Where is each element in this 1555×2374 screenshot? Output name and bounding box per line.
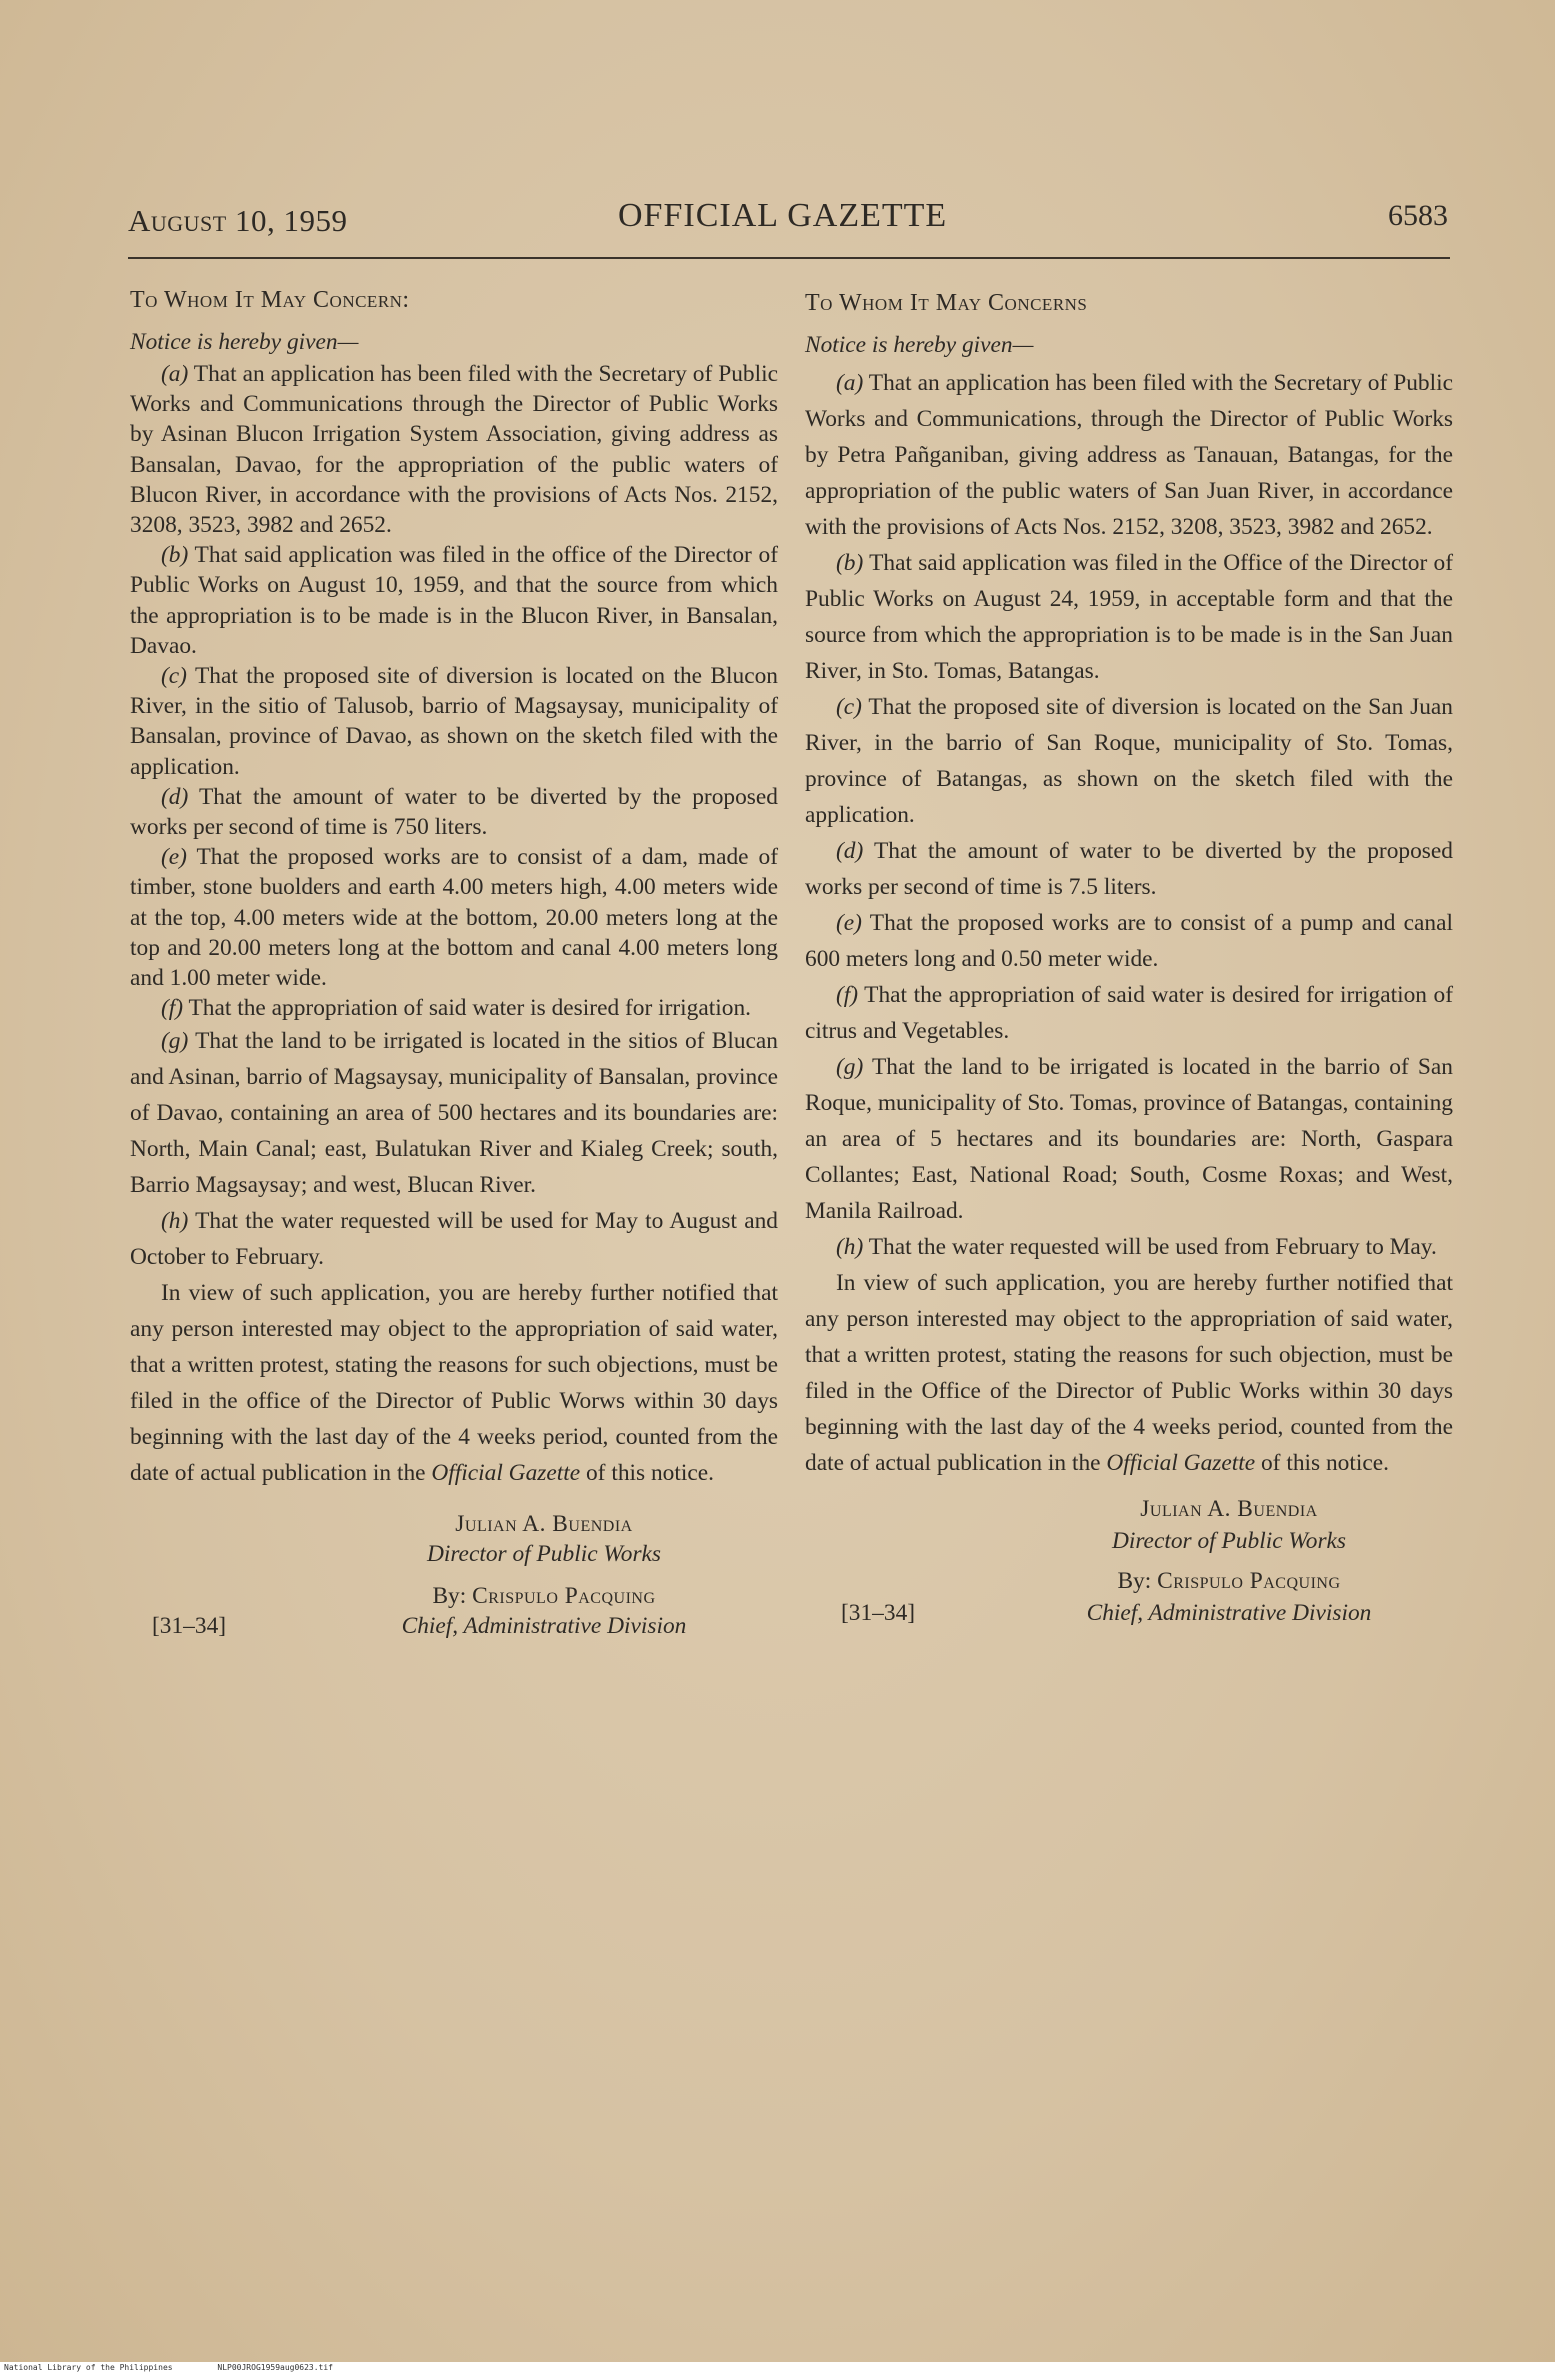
paragraph-text: That said application was filed in the office of the Director of Public Works on August 10, 1959, and that the source from which the appropriation is to be made is in the Blucon River, in Bansalan, Davao. bbox=[130, 542, 778, 659]
signatory-title: Director of Public Works bbox=[426, 1541, 662, 1568]
paragraph-d bbox=[130, 782, 778, 842]
paragraph-text: That the proposed works are to consist of a dam, made of timber, stone buolders and earth 4.00 meters high, 4.00 meters wide at the top, 4.00 meters wide at the bottom, 20.00 meters long at the top and 20.00 meters long at the bottom and canal 4.00 meters long and 1.00 meter wide. bbox=[130, 844, 778, 992]
closing-text-end: of this notice. bbox=[580, 1460, 714, 1487]
closing-paragraph bbox=[805, 1265, 1453, 1481]
reference-number: [31–34] bbox=[841, 1600, 916, 1626]
paragraph-f bbox=[130, 993, 778, 1023]
page-number: 6583 bbox=[1388, 199, 1448, 232]
paragraph-c bbox=[805, 689, 1453, 833]
publication-title: OFFICIAL GAZETTE bbox=[618, 197, 948, 234]
by-title: Chief, Administrative Division bbox=[1086, 1600, 1372, 1626]
signatory-title: Director of Public Works bbox=[1111, 1528, 1347, 1554]
paragraph-text: That the amount of water to be diverted by the proposed works per second of time is 7.5 liters. bbox=[805, 838, 1453, 900]
paragraph-text: That the water requested will be used from February to May. bbox=[863, 1234, 1437, 1260]
by-prefix: By: bbox=[432, 1583, 473, 1610]
paragraph-h bbox=[130, 1203, 778, 1275]
paragraph-b bbox=[130, 540, 778, 661]
paragraph-e bbox=[130, 842, 778, 993]
paragraph-letter: (b) bbox=[836, 550, 864, 576]
paragraph-letter: (f) bbox=[836, 982, 859, 1008]
paragraph-letter: (g) bbox=[836, 1054, 864, 1080]
paragraph-h bbox=[805, 1229, 1453, 1265]
paragraph-text: That the proposed site of diversion is located on the Blucon River, in the sitio of Talusob, barrio of Magsaysay, municipality of Bansalan, province of Davao, as shown on the sketch filed with the application. bbox=[130, 663, 778, 780]
paragraph-letter: (a) bbox=[161, 361, 189, 387]
salutation: To Whom It May Concern: bbox=[130, 287, 410, 313]
paragraph-text: That an application has been filed with the Secretary of Public Works and Communications, through the Director of Public Works by Petra Pañganiban, giving address as Tanauan, Batangas, for the appropriation of the public waters of San Juan River, in accordance with the provisions of Acts Nos. 2152, 3208, 3523, 3982 and 2652. bbox=[805, 370, 1453, 540]
paragraph-d bbox=[805, 833, 1453, 905]
signature-block bbox=[805, 1493, 1453, 1629]
paragraph-a bbox=[805, 365, 1453, 545]
scan-footer bbox=[0, 2362, 1555, 2374]
right-notice-column bbox=[805, 285, 1453, 1629]
by-title: Chief, Administrative Division bbox=[401, 1613, 687, 1640]
reference-number: [31–34] bbox=[152, 1613, 227, 1640]
paragraph-letter: (g) bbox=[161, 1028, 189, 1055]
closing-text-end: of this notice. bbox=[1255, 1450, 1389, 1476]
signatory-name: Julian A. Buendia bbox=[455, 1511, 633, 1538]
paragraph-c bbox=[130, 661, 778, 782]
paragraph-letter: (e) bbox=[836, 910, 862, 936]
closing-text: In view of such application, you are hereby further notified that any person interested may object to the appropriation of said water, that a written protest, stating the reasons for such objection, must be filed in the Office of the Director of Public Works within 30 days beginning with the last day of the 4 weeks period, counted from the date of actual publication in the bbox=[805, 1270, 1453, 1476]
gazette-name: Official Gazette bbox=[1106, 1450, 1256, 1476]
paragraph-letter: (d) bbox=[161, 783, 189, 810]
paragraph-letter: (h) bbox=[161, 1208, 189, 1235]
paragraph-text: That the proposed works are to consist of a pump and canal 600 meters long and 0.50 meter wide. bbox=[805, 910, 1453, 972]
paragraph-text: That the appropriation of said water is desired for irrigation of citrus and Vegetables. bbox=[805, 982, 1453, 1044]
paragraph-letter: (h) bbox=[836, 1234, 864, 1260]
paragraph-text: That said application was filed in the Office of the Director of Public Works on August 24, 1959, in acceptable form and that the source from which the appropriation is to be made is in the San Juan River, in Sto. Tomas, Batangas. bbox=[805, 550, 1453, 684]
paragraph-text: That the proposed site of diversion is located on the San Juan River, in the barrio of San Roque, municipality of Sto. Tomas, province of Batangas, as shown on the sketch filed with the application. bbox=[805, 694, 1453, 828]
by-prefix: By: bbox=[1117, 1568, 1158, 1594]
paragraph-text: That the water requested will be used for May to August and October to February. bbox=[130, 1208, 778, 1271]
paragraph-f bbox=[805, 977, 1453, 1049]
paragraph-g bbox=[130, 1023, 778, 1203]
gazette-name: Official Gazette bbox=[431, 1460, 581, 1487]
paragraph-text: That the appropriation of said water is desired for irrigation. bbox=[183, 995, 751, 1022]
paragraph-letter: (e) bbox=[161, 844, 187, 871]
library-credit: National Library of the Philippines bbox=[4, 2363, 173, 2372]
by-name: Crispulo Pacquing bbox=[472, 1583, 656, 1610]
paragraph-b bbox=[805, 545, 1453, 689]
paragraph-letter: (a) bbox=[836, 370, 864, 396]
by-line bbox=[310, 1581, 778, 1611]
by-line bbox=[1005, 1565, 1453, 1597]
paragraph-text: That the amount of water to be diverted by the proposed works per second of time is 750 liters. bbox=[130, 783, 778, 841]
left-notice-column bbox=[130, 285, 778, 1641]
notice-heading: Notice is hereby given— bbox=[130, 329, 359, 355]
scan-filename: NLP00JROG1959aug0623.tif bbox=[217, 2363, 333, 2372]
paragraph-text: That the land to be irrigated is located in the barrio of San Roque, municipality of Sto. Tomas, province of Batangas, containing an area of 5 hectares and its boundaries are: North, Gaspara Collantes; East, National Road; South, Cosme Roxas; and West, Manila Railroad. bbox=[805, 1054, 1453, 1224]
paragraph-g bbox=[805, 1049, 1453, 1229]
paragraph-text: That an application has been filed with the Secretary of Public Works and Communications through the Director of Public Works by Asinan Blucon Irrigation System Association, giving address as Bansalan, Davao, for the appropriation of the public waters of Blucon River, in accordance with the provisions of Acts Nos. 2152, 3208, 3523, 3982 and 2652. bbox=[130, 361, 778, 539]
header-rule bbox=[128, 257, 1450, 259]
paragraph-e bbox=[805, 905, 1453, 977]
paragraph-text: That the land to be irrigated is located in the sitios of Blucan and Asinan, barrio of Magsaysay, municipality of Bansalan, province of Davao, containing an area of 500 hectares and its boundaries are: North, Main Canal; east, Bulatukan River and Kialeg Creek; south, Barrio Magsaysay; and west, Blucan River. bbox=[130, 1028, 778, 1199]
issue-date: August 10, 1959 bbox=[128, 203, 348, 238]
salutation: To Whom It May Concerns bbox=[805, 290, 1088, 316]
closing-text: In view of such application, you are hereby further notified that any person interested may object to the appropriation of said water, that a written protest, stating the reasons for such objections, must be filed in the office of the Director of Public Worws within 30 days beginning with the last day of the 4 weeks period, counted from the date of actual publication in the bbox=[130, 1280, 778, 1487]
paragraph-letter: (c) bbox=[161, 663, 187, 690]
paragraph-letter: (c) bbox=[836, 694, 862, 720]
paragraph-a bbox=[130, 359, 778, 540]
signature-block bbox=[130, 1509, 778, 1641]
by-name: Crispulo Pacquing bbox=[1157, 1568, 1341, 1594]
page-header bbox=[128, 197, 1448, 247]
closing-paragraph bbox=[130, 1275, 778, 1491]
notice-heading: Notice is hereby given— bbox=[805, 332, 1034, 358]
paragraph-letter: (b) bbox=[161, 542, 189, 569]
paragraph-letter: (f) bbox=[161, 995, 184, 1022]
signatory-name: Julian A. Buendia bbox=[1140, 1496, 1318, 1522]
paragraph-letter: (d) bbox=[836, 838, 864, 864]
